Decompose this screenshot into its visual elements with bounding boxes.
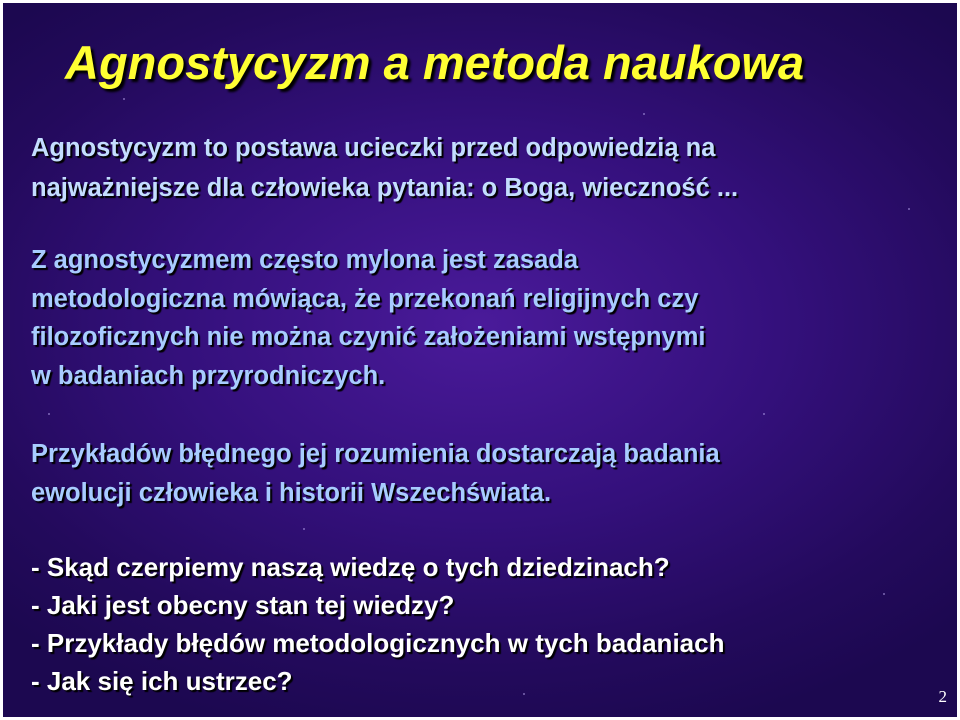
slide-title: Agnostycyzm a metoda naukowa	[65, 36, 805, 89]
paragraph-line: filozoficznych nie można czynić założeniami wstępnymi	[31, 323, 706, 351]
background-sparkle	[643, 113, 645, 115]
paragraph-line: Agnostycyzm to postawa ucieczki przed odpowiedzią na	[31, 134, 716, 162]
paragraph-line: metodologiczna mówiąca, że przekonań religijnych czy	[31, 284, 699, 313]
background-sparkle	[123, 98, 125, 100]
question-item: - Skąd czerpiemy naszą wiedzę o tych dziedzinach?	[31, 552, 670, 582]
background-sparkle	[303, 528, 305, 530]
question-item: - Jaki jest obecny stan tej wiedzy?	[31, 590, 455, 620]
background-sparkle	[908, 208, 910, 210]
question-list	[31, 548, 724, 700]
paragraph-line: Z agnostycyzmem często mylona jest zasada	[31, 246, 579, 274]
paragraph-line: ewolucji człowieka i historii Wszechświata.	[31, 479, 552, 507]
question-item: - Przykłady błędów metodologicznych w tych badaniach	[31, 628, 725, 658]
paragraph-methodological-principle	[31, 241, 705, 395]
paragraph-line: w badaniach przyrodniczych.	[31, 361, 386, 390]
paragraph-agnosticism	[31, 128, 738, 208]
slide	[3, 3, 957, 717]
background-sparkle	[48, 413, 50, 415]
background-sparkle	[883, 593, 885, 595]
background-sparkle	[763, 413, 765, 415]
paragraph-line: najważniejsze dla człowieka pytania: o Boga, wieczność ...	[31, 174, 739, 202]
page-number: 2	[938, 687, 947, 706]
question-item: - Jak się ich ustrzec?	[31, 666, 293, 696]
paragraph-examples	[31, 435, 720, 513]
paragraph-line: Przykładów błędnego jej rozumienia dostarczają badania	[31, 440, 720, 468]
background-sparkle	[523, 693, 525, 695]
